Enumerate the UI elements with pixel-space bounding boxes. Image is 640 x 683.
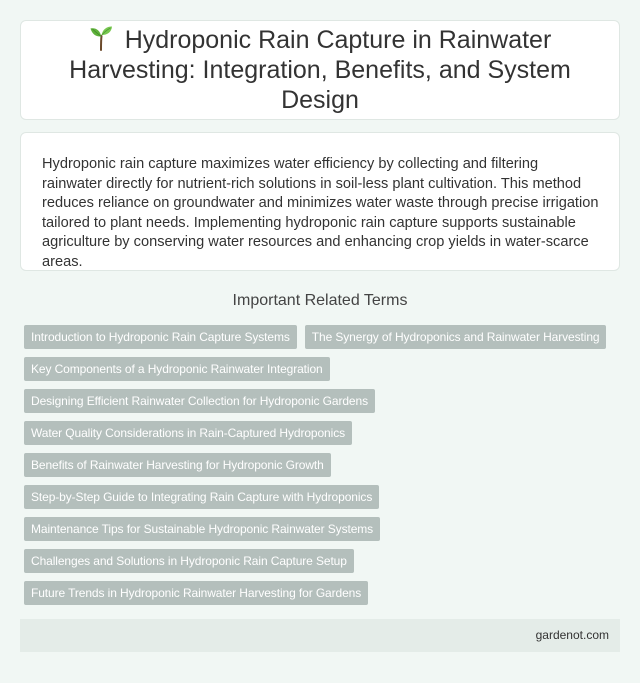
related-term-tag[interactable]: Challenges and Solutions in Hydroponic Rain Capture Setup bbox=[24, 549, 354, 573]
tag-row bbox=[24, 581, 624, 605]
related-term-tag[interactable]: Designing Efficient Rainwater Collection for Hydroponic Gardens bbox=[24, 389, 375, 413]
related-term-tag[interactable]: Maintenance Tips for Sustainable Hydroponic Rainwater Systems bbox=[24, 517, 380, 541]
tag-row bbox=[24, 485, 624, 509]
related-term-tag[interactable]: The Synergy of Hydroponics and Rainwater Harvesting bbox=[305, 325, 607, 349]
related-term-tag[interactable]: Introduction to Hydroponic Rain Capture Systems bbox=[24, 325, 297, 349]
tag-row bbox=[24, 357, 624, 381]
tag-row bbox=[24, 549, 624, 573]
page-title bbox=[21, 25, 619, 115]
summary-card bbox=[20, 132, 620, 271]
footer-site-link[interactable]: gardenot.com bbox=[535, 628, 609, 642]
related-term-tag[interactable]: Water Quality Considerations in Rain-Captured Hydroponics bbox=[24, 421, 352, 445]
sprout-icon bbox=[89, 25, 113, 51]
related-terms-heading: Important Related Terms bbox=[232, 292, 408, 309]
footer bbox=[20, 619, 620, 652]
tag-row bbox=[24, 517, 624, 541]
tag-row bbox=[24, 389, 624, 413]
page-title-text: Hydroponic Rain Capture in Rainwater Harvesting: Integration, Benefits, and System Design bbox=[69, 26, 571, 114]
related-term-tag[interactable]: Benefits of Rainwater Harvesting for Hydroponic Growth bbox=[24, 453, 331, 477]
related-term-tag[interactable]: Key Components of a Hydroponic Rainwater Integration bbox=[24, 357, 330, 381]
tag-row bbox=[24, 421, 624, 445]
related-term-tag[interactable]: Future Trends in Hydroponic Rainwater Harvesting for Gardens bbox=[24, 581, 368, 605]
title-card bbox=[20, 20, 620, 120]
summary-text: Hydroponic rain capture maximizes water efficiency by collecting and filtering rainwater directly for nutrient-rich solutions in soil-less plant cultivation. This method reduces reliance on groundwater and minimizes water waste through precise irrigation tailored to plant needs. Implementing hydroponic rain capture supports sustainable agriculture by conserving water resources and enhancing crop yields in water-scarce areas. bbox=[42, 156, 599, 270]
related-term-tag[interactable]: Step-by-Step Guide to Integrating Rain Capture with Hydroponics bbox=[24, 485, 379, 509]
related-terms-list bbox=[24, 325, 624, 613]
tag-row bbox=[24, 453, 624, 477]
tag-row bbox=[24, 325, 624, 349]
